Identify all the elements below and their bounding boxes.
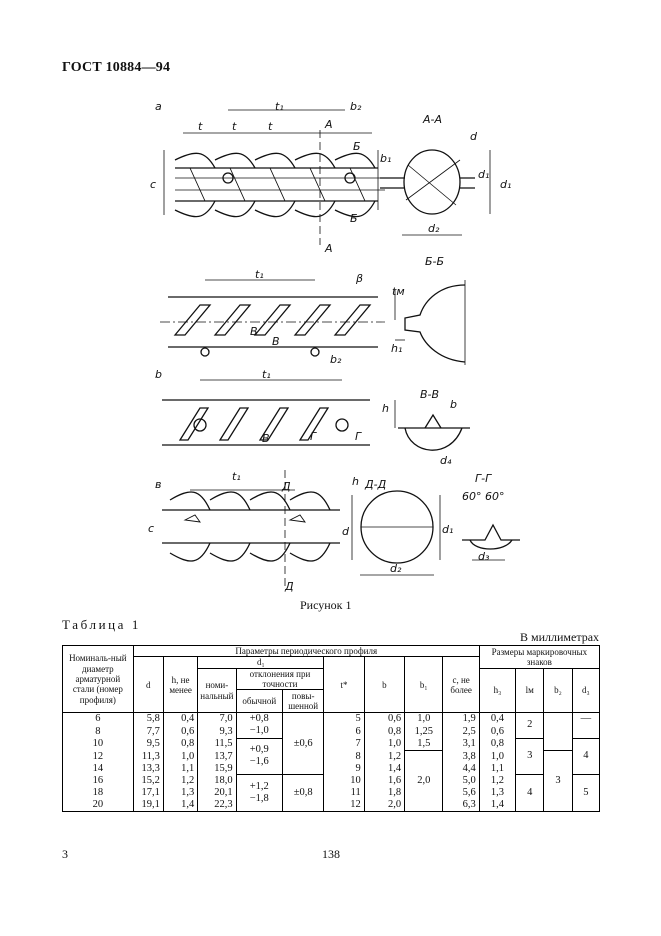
label-b1: b₁: [380, 152, 392, 165]
profile-parameters-table: [62, 645, 600, 812]
table-cell: 18,0: [198, 775, 236, 787]
table-cell: 6,3: [443, 799, 479, 812]
table-cell: 12: [324, 799, 364, 812]
table-cell: 7,0: [198, 713, 236, 726]
table-cell: 9: [324, 763, 364, 775]
table-cell: 4: [572, 738, 599, 775]
label-d3: d₃: [478, 550, 490, 563]
col-nominal-diameter: Номиналь-ный диаметр арматурной стали (номер профиля): [63, 646, 134, 713]
table-cell: 12: [63, 751, 134, 763]
dev-ordinary-g2: +0,9 −1,6: [236, 738, 282, 775]
table-cell: 7: [324, 738, 364, 751]
col-d1-dev: отклонения при точности: [236, 668, 324, 690]
table-cell: 1,0: [405, 713, 443, 726]
table-cell: 13,3: [133, 763, 163, 775]
label-tm: tм: [392, 285, 405, 298]
label-A-bottom: А: [325, 242, 333, 255]
section-gg: [462, 525, 520, 560]
col-dev-ordinary: обычной: [236, 690, 282, 713]
table-cell: 0,6: [163, 725, 197, 738]
section-vv: [395, 400, 470, 450]
label-B-top: Б: [353, 140, 361, 153]
table-cell: 11,5: [198, 738, 236, 751]
table-cell: 2,5: [443, 725, 479, 738]
label-section-aa: А-А: [423, 113, 443, 126]
label-section-gg: Г-Г: [475, 472, 492, 485]
table-cell: [572, 725, 599, 738]
label-d2-dd: d₂: [390, 562, 402, 575]
table-cell: 1,25: [405, 725, 443, 738]
table-cell: 1,8: [364, 787, 404, 799]
col-group-marks: Размеры маркировочных знаков: [479, 646, 599, 669]
table-cell: 16: [63, 775, 134, 787]
table-cell: —: [572, 713, 599, 726]
table-cell: 5,0: [443, 775, 479, 787]
label-c-v: c: [148, 522, 155, 535]
table-cell: 19,1: [133, 799, 163, 812]
label-b-vv: b: [450, 398, 457, 411]
table-cell: 11,3: [133, 751, 163, 763]
table-cell: 6: [63, 713, 134, 726]
table-cell: 1,0: [364, 738, 404, 751]
label-V-3: В: [262, 432, 270, 445]
col-b: b: [364, 657, 404, 713]
dev-increased-g2: ±0,8: [282, 775, 323, 812]
label-d4-vv: d₄: [440, 454, 452, 467]
table-cell: 4,4: [443, 763, 479, 775]
table-cell: 9,3: [198, 725, 236, 738]
label-t-1: t: [198, 120, 203, 133]
table-cell: 3: [544, 751, 572, 812]
label-t-2: t: [232, 120, 237, 133]
label-d-dd: d: [342, 525, 349, 538]
label-h-vv: h: [382, 402, 389, 415]
table-cell: 14: [63, 763, 134, 775]
col-group-profile: Параметры периодического профиля: [133, 646, 479, 657]
figure-caption: Рисунок 1: [300, 598, 352, 612]
table-cell: 1,1: [163, 763, 197, 775]
label-d-aa: d: [470, 130, 477, 143]
table-cell: 5: [572, 775, 599, 812]
label-D-top: Д: [282, 480, 291, 493]
table-cell: [544, 713, 572, 751]
label-section-vv: В-В: [420, 388, 440, 401]
label-t1-v: t₁: [232, 470, 241, 483]
b1-merged: 2,0: [405, 751, 443, 812]
label-h-dd: h: [352, 475, 359, 488]
label-h1: h₁: [391, 342, 403, 355]
table-cell: 1,4: [163, 799, 197, 812]
label-A-top: А: [325, 118, 333, 131]
col-d1: d₁: [198, 657, 324, 668]
table-cell: 1,2: [364, 751, 404, 763]
table-cell: 6: [324, 725, 364, 738]
label-t1-mid: t₁: [255, 268, 264, 281]
label-G-2: Г: [355, 430, 362, 443]
table-cell: 22,3: [198, 799, 236, 812]
table-cell: 13,7: [198, 751, 236, 763]
col-d: d: [133, 657, 163, 713]
table-cell: 0,8: [479, 738, 515, 751]
table-cell: 1,2: [163, 775, 197, 787]
label-t-3: t: [268, 120, 273, 133]
label-t1-b: t₁: [262, 368, 271, 381]
table-cell: 2: [516, 713, 544, 738]
table-cell: 2,0: [364, 799, 404, 812]
page-number-center: 138: [322, 847, 340, 861]
col-t: t*: [324, 657, 364, 713]
table-cell: 4: [516, 775, 544, 812]
table-cell: 3: [516, 738, 544, 775]
col-d1-nominal: номи-нальный: [198, 668, 236, 713]
document-code: ГОСТ 10884—94: [62, 60, 171, 75]
table-cell: 5,6: [443, 787, 479, 799]
page-number-left: 3: [62, 847, 68, 861]
label-B-bottom: Б: [350, 212, 358, 225]
label-d1-aa: d₁: [478, 168, 490, 181]
table-cell: 20: [63, 799, 134, 812]
table-cell: 18: [63, 787, 134, 799]
table-cell: 7,7: [133, 725, 163, 738]
label-v-view: в: [155, 478, 162, 491]
table-cell: 1,5: [405, 738, 443, 751]
table-cell: 20,1: [198, 787, 236, 799]
label-D-bottom: Д: [285, 580, 294, 593]
col-dev-increased: повы-шенной: [282, 690, 323, 713]
table-cell: 5: [324, 713, 364, 726]
table-cell: 1,9: [443, 713, 479, 726]
col-hs: h₃: [479, 668, 515, 713]
col-lm: lм: [516, 668, 544, 713]
label-d1-dd: d₁: [442, 523, 454, 536]
table-row: [63, 713, 600, 726]
table-cell: 3,8: [443, 751, 479, 763]
table-cell: 0,6: [479, 725, 515, 738]
label-b2-mid: b₂: [330, 353, 342, 366]
table-cell: 11: [324, 787, 364, 799]
col-b2: b₂: [544, 668, 572, 713]
table-cell: 1,6: [364, 775, 404, 787]
label-beta: β: [356, 272, 364, 285]
section-bb: [395, 280, 465, 365]
dev-increased-g1: ±0,6: [282, 713, 323, 775]
col-h: h, не менее: [163, 657, 197, 713]
col-d3: d₃: [572, 668, 599, 713]
label-d-aa-2: d₁: [500, 178, 512, 191]
table-cell: 8: [324, 751, 364, 763]
label-V-1: В: [250, 325, 258, 338]
table-cell: 0,8: [163, 738, 197, 751]
col-b1: b₁: [405, 657, 443, 713]
table-cell: 0,6: [364, 713, 404, 726]
table-cell: 1,3: [163, 787, 197, 799]
table-cell: 1,1: [479, 763, 515, 775]
label-d2-aa: d₂: [428, 222, 440, 235]
label-G: Г: [310, 430, 317, 443]
table-cell: 9,5: [133, 738, 163, 751]
dev-ordinary-g1: +0,8 −1,0: [236, 713, 282, 738]
label-angle-1: 60°: [462, 490, 482, 503]
table-cell: 1,4: [364, 763, 404, 775]
label-angle-2: 60°: [485, 490, 505, 503]
label-section-bb: Б-Б: [425, 255, 445, 268]
table-cell: 1,0: [163, 751, 197, 763]
table-cell: 1,0: [479, 751, 515, 763]
table-title: Таблица 1: [62, 617, 141, 632]
label-b-view: b: [155, 368, 162, 381]
table-cell: 1,3: [479, 787, 515, 799]
table-cell: 1,4: [479, 799, 515, 812]
table-cell: 5,8: [133, 713, 163, 726]
label-section-dd: Д-Д: [365, 478, 387, 491]
label-c-a: c: [150, 178, 157, 191]
dev-ordinary-g3: +1,2 −1,8: [236, 775, 282, 812]
table-cell: 1,2: [479, 775, 515, 787]
table-cell: 8: [63, 725, 134, 738]
col-c: c, не более: [443, 657, 479, 713]
table-cell: 10: [324, 775, 364, 787]
label-V-2: В: [272, 335, 280, 348]
label-a: а: [155, 100, 162, 113]
table-cell: 17,1: [133, 787, 163, 799]
table-units: В миллиметрах: [520, 630, 600, 644]
table-cell: 15,9: [198, 763, 236, 775]
table-row: [63, 738, 600, 751]
table-cell: 0,4: [479, 713, 515, 726]
label-t1-a: t₁: [275, 100, 284, 113]
table-cell: 3,1: [443, 738, 479, 751]
table-cell: 10: [63, 738, 134, 751]
label-b2-a: b₂: [350, 100, 362, 113]
table-cell: 15,2: [133, 775, 163, 787]
table-cell: 0,4: [163, 713, 197, 726]
table-cell: 0,8: [364, 725, 404, 738]
table-row: [63, 775, 600, 787]
bar-view-v: [162, 470, 340, 590]
